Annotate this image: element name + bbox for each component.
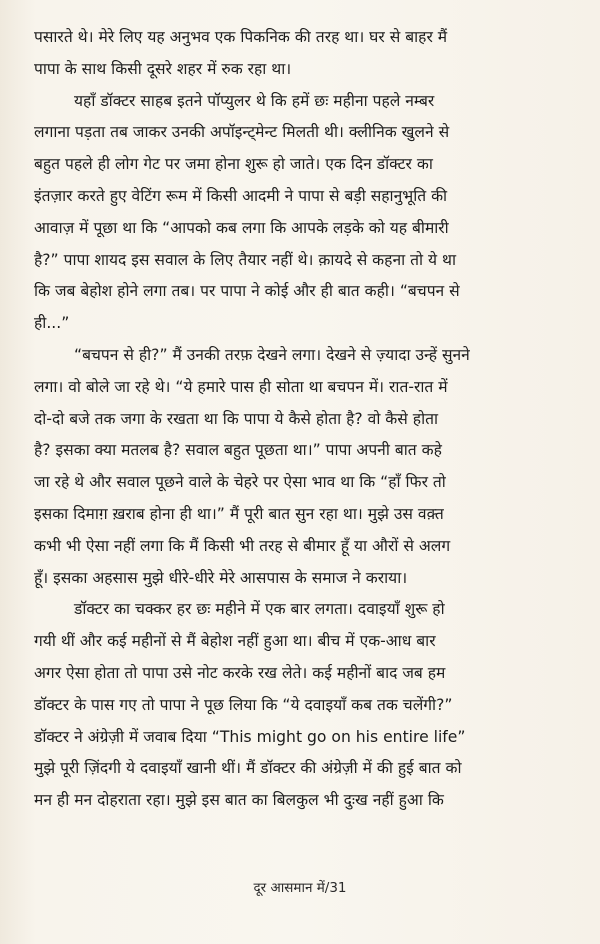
text-line: अगर ऐसा होता तो पापा उसे नोट करके रख लेते। कई महीनों बाद जब हम [34,663,446,682]
text-line: पसारते थे। मेरे लिए यह अनुभव एक पिकनिक की तरह था। घर से बाहर मैं [34,28,448,46]
text-line: हूँ। इसका अहसास मुझे धीरे-धीरे मेरे आसपास के समाज ने कराया। [34,568,408,587]
text-line: इसका दिमाग़ ख़राब होना ही था।” मैं पूरी बात सुन रहा था। मुझे उस वक़्त [34,504,444,523]
text-line: आवाज़ में पूछा था कि “आपको कब लगा कि आपके लड़के को यह बीमारी [34,218,449,237]
text-line: मन ही मन दोहराता रहा। मुझे इस बात का बिलकुल भी दुःख नहीं हुआ कि [34,791,444,810]
text-line: कभी भी ऐसा नहीं लगा कि मैं किसी भी तरह से बीमार हूँ या औरों से अलग [34,536,451,555]
text-line: लगाना पड़ता तब जाकर उनकी अपॉइन्ट्मेन्ट मिलती थी। क्लीनिक खुलने से [34,123,450,142]
text-line: है?” पापा शायद इस सवाल के लिए तैयार नहीं थे। क़ायदे से कहना तो ये था [34,250,456,269]
body-text [34,22,574,817]
page-footer: दूर आसमान में/31 [253,880,347,896]
text-line: डॉक्टर के पास गए तो पापा ने पूछ लिया कि “ये दवाइयाँ कब तक चलेंगी?” [34,695,453,714]
text-line: गयी थीं और कई महीनों से मैं बेहोश नहीं हुआ था। बीच में एक-आध बार [34,632,436,651]
text-line: दो-दो बजे तक जगा के रखता था कि पापा ये कैसे होता है? वो कैसे होता [34,409,439,428]
text-line: जा रहे थे और सवाल पूछने वाले के चेहरे पर ऐसा भाव था कि “हाँ फिर तो [34,473,446,492]
text-line: मुझे पूरी ज़िंदगी ये दवाइयाँ खानी थीं। मैं डॉक्टर की अंग्रेज़ी में की हुई बात को [34,759,462,778]
text-line: लगा। वो बोले जा रहे थे। “ये हमारे पास ही सोता था बचपन में। रात-रात में [34,377,448,396]
text-line: “बचपन से ही?” मैं उनकी तरफ़ देखने लगा। देखने से ज़्यादा उन्हें सुनने [74,345,470,364]
text-line: यहाँ डॉक्टर साहब इतने पॉप्युलर थे कि हमें छः महीना पहले नम्बर [74,91,435,110]
text-line: बहुत पहले ही लोग गेट पर जमा होना शुरू हो जाते। एक दिन डॉक्टर का [34,155,433,174]
text-line: डॉक्टर ने अंग्रेज़ी में जवाब दिया “This might go on his entire life” [34,727,466,746]
text-line: डॉक्टर का चक्कर हर छः महीने में एक बार लगता। दवाइयाँ शुरू हो [74,600,445,619]
text-line: ही...” [34,314,70,333]
text-line: इंतज़ार करते हुए वेटिंग रूम में किसी आदमी ने पापा से बड़ी सहानुभूति की [34,186,448,205]
text-line: पापा के साथ किसी दूसरे शहर में रुक रहा था। [34,59,292,78]
text-line: कि जब बेहोश होने लगा तब। पर पापा ने कोई और ही बात कही। “बचपन से [34,282,460,301]
text-line: है? इसका क्या मतलब है? सवाल बहुत पूछता था।” पापा अपनी बात कहे [34,441,442,460]
